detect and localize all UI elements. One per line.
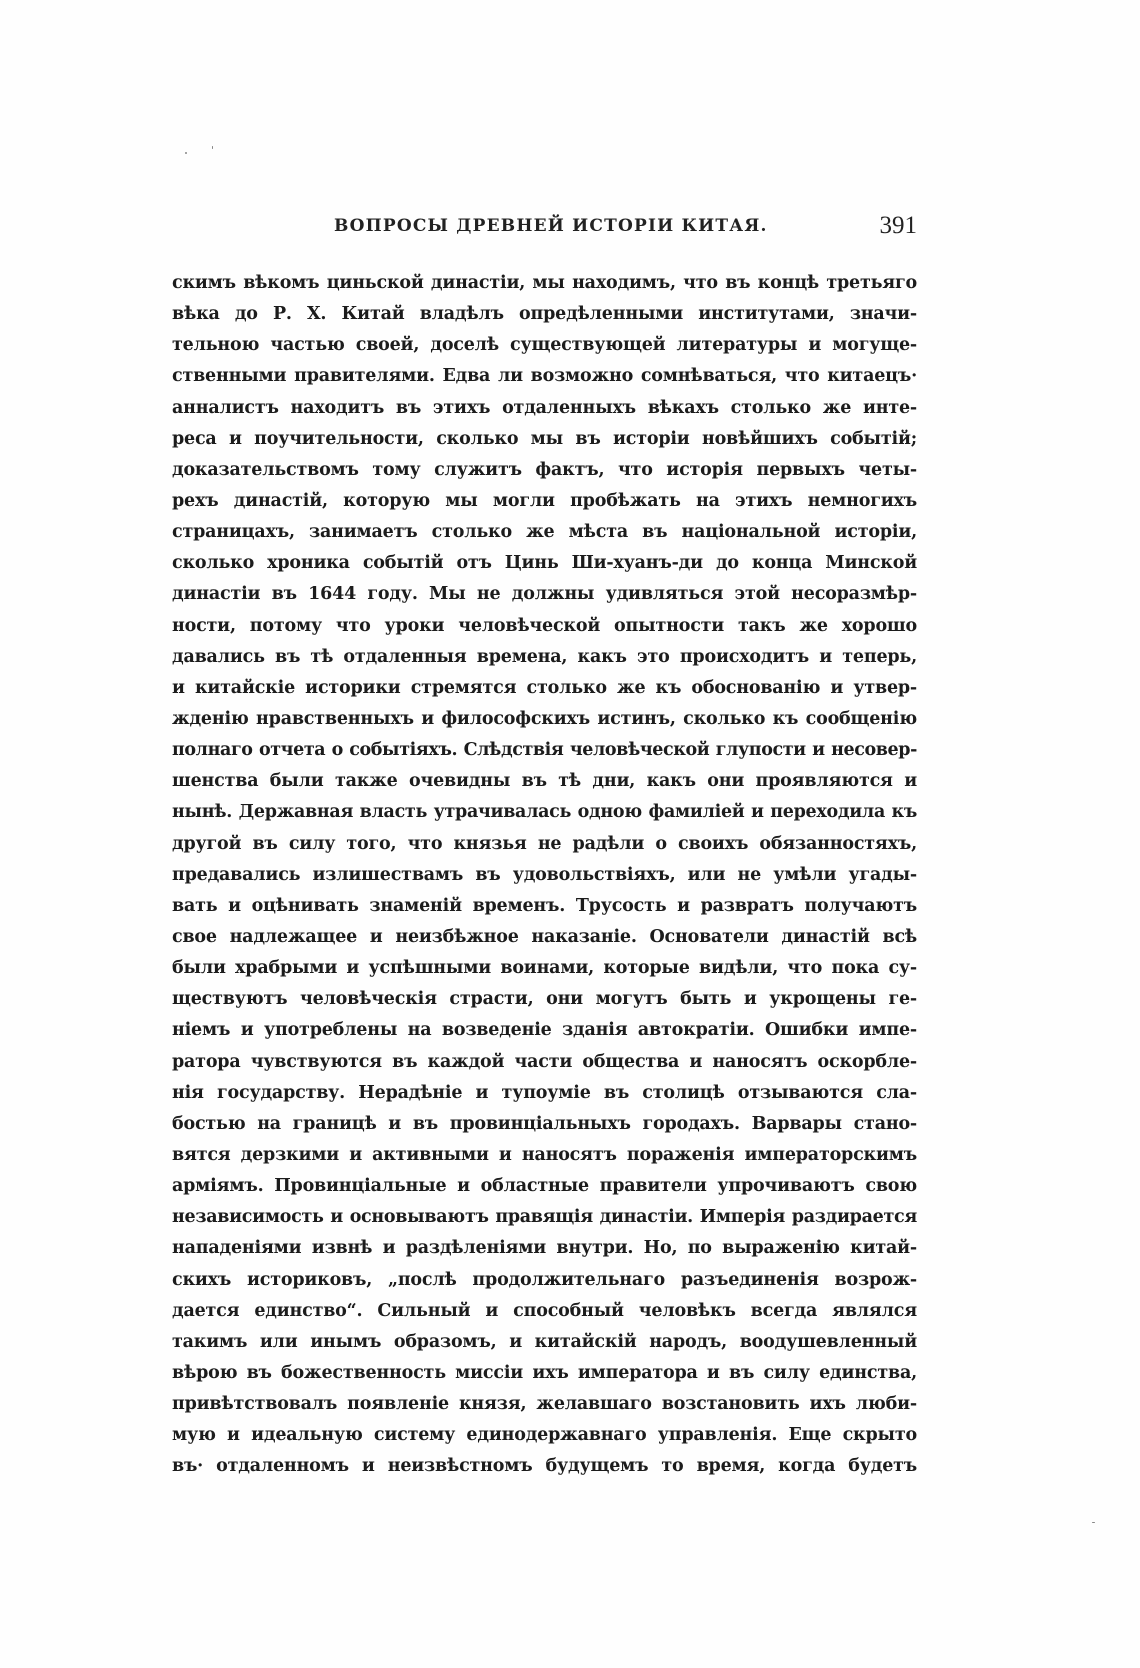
text-line: другой въ силу того, что князья не радѣли о своихъ обязанностяхъ, <box>172 833 917 854</box>
text-line: ственными правителями. Едва ли возможно сомнѣваться, что китаецъ· <box>172 366 917 387</box>
text-line: ратора чувствуются въ каждой части общества и наносятъ оскорбле- <box>172 1051 917 1072</box>
text-line: привѣтствовалъ появленіе князя, желавшаго возстановить ихъ люби- <box>172 1394 917 1415</box>
text-line: вѣка до Р. Х. Китай владѣлъ опредѣленными институтами, значи- <box>172 304 917 325</box>
body-text <box>172 268 917 1482</box>
page-number: 391 <box>879 212 917 239</box>
text-line: такимъ или инымъ образомъ, и китайскій народъ, воодушевленный <box>172 1331 917 1352</box>
scan-speck <box>212 146 213 149</box>
text-line: бостью на границѣ и въ провинціальныхъ городахъ. Варвары стано- <box>172 1113 917 1134</box>
text-line: нія государству. Нерадѣніе и тупоуміе въ столицѣ отзываются сла- <box>172 1082 917 1103</box>
text-line: рехъ династій, которую мы могли пробѣжать на этихъ немногихъ <box>172 490 917 511</box>
text-line: предавались излишествамъ въ удовольствіяхъ, или не умѣли угады- <box>172 864 917 885</box>
text-line: скимъ вѣкомъ циньской династіи, мы находимъ, что въ концѣ третьяго <box>172 273 917 293</box>
text-line: нападеніями извнѣ и раздѣленіями внутри. Но, по выраженію китай- <box>172 1238 917 1259</box>
text-line: были храбрыми и успѣшными воинами, которые видѣли, что пока су- <box>172 958 917 979</box>
text-line: дается единство“. Сильный и способный человѣкъ всегда являлся <box>172 1300 917 1321</box>
text-line: въ· отдаленномъ и неизвѣстномъ будущемъ то время, когда будетъ <box>172 1456 917 1477</box>
text-line: жденію нравственныхъ и философскихъ истинъ, сколько къ сообщенію <box>172 708 917 729</box>
text-line: шенства были также очевидны въ тѣ дни, какъ они проявляются и <box>172 771 917 792</box>
text-line: скихъ историковъ, „послѣ продолжительнаго разъединенія возрож- <box>172 1269 917 1290</box>
text-line: и китайскіе историки стремятся столько же къ обоснованію и утвер- <box>172 677 917 698</box>
text-line: ности, потому что уроки человѣческой опытности такъ же хорошо <box>172 615 917 636</box>
text-line: вятся дерзкими и активными и наносятъ пораженія императорскимъ <box>172 1144 917 1165</box>
text-line: династіи въ 1644 году. Мы не должны удивляться этой несоразмѣр- <box>172 584 917 605</box>
text-line: доказательствомъ тому служитъ фактъ, что исторія первыхъ четы- <box>172 459 917 480</box>
text-line: вѣрою въ божественность миссіи ихъ императора и въ силу единства, <box>172 1362 917 1383</box>
text-line: свое надлежащее и неизбѣжное наказаніе. Основатели династій всѣ <box>172 926 917 947</box>
text-line: мую и идеальную систему единодержавнаго управленія. Еще скрыто <box>172 1425 917 1446</box>
text-line: сколько хроника событій отъ Цинь Ши-хуанъ-ди до конца Минской <box>172 553 917 574</box>
text-line: арміямъ. Провинціальные и областные правители упрочиваютъ свою <box>172 1176 917 1197</box>
text-line: нынѣ. Державная власть утрачивалась одною фамиліей и переходила къ <box>172 802 917 823</box>
scan-speck <box>1092 1522 1095 1523</box>
text-line: вать и оцѣнивать знаменій временъ. Трусость и развратъ получаютъ <box>172 895 917 916</box>
text-line: независимость и основываютъ правящія династіи. Имперія раздирается <box>172 1207 917 1228</box>
text-line: давались въ тѣ отдаленныя времена, какъ это происходитъ и теперь, <box>172 646 917 667</box>
text-line: ніемъ и употреблены на возведеніе зданія автократіи. Ошибки импе- <box>172 1020 917 1041</box>
text-line: полнаго отчета о событіяхъ. Слѣдствія человѣческой глупости и несовер- <box>172 740 917 761</box>
text-line: анналистъ находитъ въ этихъ отдаленныхъ вѣкахъ столько же инте- <box>172 397 917 418</box>
scan-speck <box>185 152 187 154</box>
text-line: ществуютъ человѣческія страсти, они могутъ быть и укрощены ге- <box>172 989 917 1010</box>
text-line: реса и поучительности, сколько мы въ исторіи новѣйшихъ событій; <box>172 428 917 449</box>
text-line: страницахъ, занимаетъ столько же мѣста въ національной исторіи, <box>172 522 917 543</box>
text-line: тельною частью своей, доселѣ существующей литературы и могуще- <box>172 335 917 356</box>
page-header <box>172 212 917 246</box>
running-head: ВОПРОСЫ ДРЕВНЕЙ ИСТОРІИ КИТАЯ. <box>334 216 768 236</box>
